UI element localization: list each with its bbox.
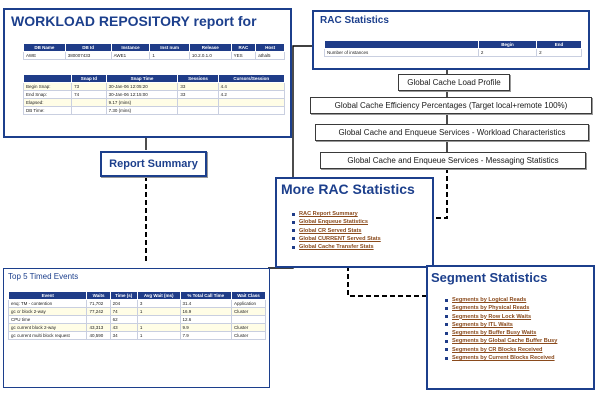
snapshot-cell: 30-Jan-06 12:15:00 bbox=[106, 91, 178, 99]
top5-events-table bbox=[8, 291, 266, 340]
workload-characteristics-node: Global Cache and Enqueue Services - Workload Characteristics bbox=[315, 124, 589, 141]
db-info-cell: AWE bbox=[24, 52, 66, 60]
top5-cell bbox=[87, 316, 110, 324]
more-rac-link[interactable]: Global CURRENT Served Stats bbox=[291, 235, 426, 243]
snapshot-cell: 7.30 (mins) bbox=[106, 107, 178, 115]
workload-repository-panel bbox=[3, 8, 292, 138]
segment-link[interactable]: Segments by Logical Reads bbox=[444, 296, 589, 304]
segment-link[interactable]: Segments by Buffer Busy Waits bbox=[444, 329, 589, 337]
top5-cell: 40,590 bbox=[87, 332, 110, 340]
segment-link[interactable]: Segments by Physical Reads bbox=[444, 304, 589, 312]
top5-cell: 43,313 bbox=[87, 324, 110, 332]
rac-instances-cell: 2 bbox=[537, 49, 582, 57]
db-info-header-cell: Inst num bbox=[150, 44, 190, 52]
top5-cell: 1 bbox=[137, 332, 180, 340]
snapshot-cell: End Snap: bbox=[24, 91, 72, 99]
snapshot-cell: 33 bbox=[178, 91, 218, 99]
segment-link[interactable]: Segments by Row Lock Waits bbox=[444, 313, 589, 321]
global-cache-efficiency-node: Global Cache Efficiency Percentages (Target local+remote 100%) bbox=[310, 97, 592, 114]
messaging-statistics-node: Global Cache and Enqueue Services - Messaging Statistics bbox=[320, 152, 586, 169]
db-info-header-cell: Instance bbox=[111, 44, 150, 52]
rac-statistics-title: RAC Statistics bbox=[320, 15, 389, 26]
snapshot-cell: Elapsed: bbox=[24, 99, 72, 107]
db-info-header-cell: DB Id bbox=[65, 44, 111, 52]
top5-row bbox=[9, 324, 266, 332]
top5-cell: enq: TM - contention bbox=[9, 300, 87, 308]
snapshot-header-cell: Snap Id bbox=[72, 75, 107, 83]
segment-statistics-title: Segment Statistics bbox=[431, 270, 548, 285]
snapshot-row bbox=[24, 83, 285, 91]
top5-cell: 43 bbox=[110, 324, 137, 332]
top5-row bbox=[9, 332, 266, 340]
top5-row bbox=[9, 316, 266, 324]
snapshot-row bbox=[24, 107, 285, 115]
top5-cell: 3 bbox=[137, 300, 180, 308]
snapshot-cell: 33 bbox=[178, 83, 218, 91]
top5-cell: 7.9 bbox=[180, 332, 231, 340]
top5-cell: 71,702 bbox=[87, 300, 110, 308]
rac-instances-cell: 2 bbox=[478, 49, 536, 57]
top5-cell: Application bbox=[232, 300, 266, 308]
more-rac-link[interactable]: Global Enqueue Statistics bbox=[291, 218, 426, 226]
snapshot-cell bbox=[72, 107, 107, 115]
rac-instances-header-cell: End bbox=[537, 41, 582, 49]
db-info-cell: AWE1 bbox=[111, 52, 150, 60]
snapshot-cell: 74 bbox=[72, 91, 107, 99]
snapshot-cell bbox=[218, 99, 284, 107]
workload-repository-title: WORKLOAD REPOSITORY report for bbox=[11, 13, 257, 29]
top5-cell: CPU time bbox=[9, 316, 87, 324]
segment-link[interactable]: Segments by Global Cache Buffer Busy bbox=[444, 337, 589, 345]
db-info-cell: 10.2.0.1.0 bbox=[189, 52, 231, 60]
more-rac-link-list bbox=[291, 210, 426, 251]
top5-cell: 74 bbox=[110, 308, 137, 316]
segment-link[interactable]: Segments by ITL Waits bbox=[444, 321, 589, 329]
top5-cell: Cluster bbox=[232, 332, 266, 340]
top5-header-cell: Wait Class bbox=[232, 292, 266, 300]
segment-link-list bbox=[444, 296, 589, 362]
snapshot-table bbox=[23, 74, 285, 115]
db-info-header-cell: RAC bbox=[231, 44, 256, 52]
snapshot-cell: 73 bbox=[72, 83, 107, 91]
top5-cell: gc current block 2-way bbox=[9, 324, 87, 332]
snapshot-row bbox=[24, 99, 285, 107]
rac-instances-header-cell bbox=[325, 41, 479, 49]
top5-title: Top 5 Timed Events bbox=[8, 272, 79, 281]
snapshot-cell: 4.2 bbox=[218, 91, 284, 99]
more-rac-link[interactable]: Global CR Served Stats bbox=[291, 227, 426, 235]
db-info-table bbox=[23, 43, 285, 60]
top5-header-cell: Time (s) bbox=[110, 292, 137, 300]
snapshot-cell: DB Time: bbox=[24, 107, 72, 115]
snapshot-cell: 9.17 (mins) bbox=[106, 99, 178, 107]
snapshot-cell bbox=[178, 99, 218, 107]
top5-cell: 31.4 bbox=[180, 300, 231, 308]
top5-header-cell: % Total Call Time bbox=[180, 292, 231, 300]
top5-cell: gc current multi block request bbox=[9, 332, 87, 340]
db-info-cell: 380007433 bbox=[65, 52, 111, 60]
top5-cell: 62 bbox=[110, 316, 137, 324]
db-info-header-cell: Host bbox=[256, 44, 285, 52]
report-summary-node: Report Summary bbox=[100, 151, 207, 177]
top5-cell: 34 bbox=[110, 332, 137, 340]
rac-instances-table bbox=[324, 40, 582, 57]
snapshot-header-cell: Cursors/Session bbox=[218, 75, 284, 83]
segment-link[interactable]: Segments by CR Blocks Received bbox=[444, 346, 589, 354]
top5-row bbox=[9, 308, 266, 316]
connector-messaging-to-more-rac bbox=[432, 168, 447, 218]
more-rac-link[interactable]: RAC Report Summary bbox=[291, 210, 426, 218]
top5-timed-events-panel bbox=[3, 268, 270, 388]
db-info-header-cell: Release bbox=[189, 44, 231, 52]
top5-cell: 16.9 bbox=[180, 308, 231, 316]
more-rac-statistics-panel bbox=[275, 177, 434, 268]
snapshot-cell bbox=[72, 99, 107, 107]
segment-statistics-panel bbox=[426, 265, 595, 390]
snapshot-row bbox=[24, 91, 285, 99]
top5-cell: 1 bbox=[137, 308, 180, 316]
snapshot-header-cell bbox=[24, 75, 72, 83]
top5-header-cell: Event bbox=[9, 292, 87, 300]
snapshot-cell: 30-Jan-06 12:05:20 bbox=[106, 83, 178, 91]
top5-cell bbox=[232, 316, 266, 324]
rac-statistics-panel bbox=[312, 10, 590, 70]
db-info-cell: YES bbox=[231, 52, 256, 60]
connector-more-rac-to-segment bbox=[348, 266, 428, 296]
db-info-header-cell: DB Name bbox=[24, 44, 66, 52]
db-info-cell: 1 bbox=[150, 52, 190, 60]
more-rac-link[interactable]: Global Cache Transfer Stats bbox=[291, 243, 426, 251]
top5-cell: gc cr block 2-way bbox=[9, 308, 87, 316]
top5-row bbox=[9, 300, 266, 308]
snapshot-cell bbox=[218, 107, 284, 115]
snapshot-header-cell: Sessions bbox=[178, 75, 218, 83]
rac-instances-cell: Number of instances bbox=[325, 49, 479, 57]
rac-instances-header-cell: Begin bbox=[478, 41, 536, 49]
top5-cell: 9.9 bbox=[180, 324, 231, 332]
top5-cell: 1 bbox=[137, 324, 180, 332]
db-info-cell: athal5 bbox=[256, 52, 285, 60]
snapshot-cell: 4.4 bbox=[218, 83, 284, 91]
segment-link[interactable]: Segments by Current Blocks Received bbox=[444, 354, 589, 362]
top5-header-cell: Avg Wait (ms) bbox=[137, 292, 180, 300]
more-rac-statistics-title: More RAC Statistics bbox=[281, 181, 415, 197]
top5-cell: 204 bbox=[110, 300, 137, 308]
snapshot-header-cell: Snap Time bbox=[106, 75, 178, 83]
top5-cell: 77,242 bbox=[87, 308, 110, 316]
top5-header-cell: Waits bbox=[87, 292, 110, 300]
top5-cell: Cluster bbox=[232, 324, 266, 332]
global-cache-load-profile-node: Global Cache Load Profile bbox=[398, 74, 510, 91]
top5-cell: Cluster bbox=[232, 308, 266, 316]
top5-cell bbox=[137, 316, 180, 324]
top5-cell: 12.6 bbox=[180, 316, 231, 324]
snapshot-cell bbox=[178, 107, 218, 115]
snapshot-cell: Begin Snap: bbox=[24, 83, 72, 91]
